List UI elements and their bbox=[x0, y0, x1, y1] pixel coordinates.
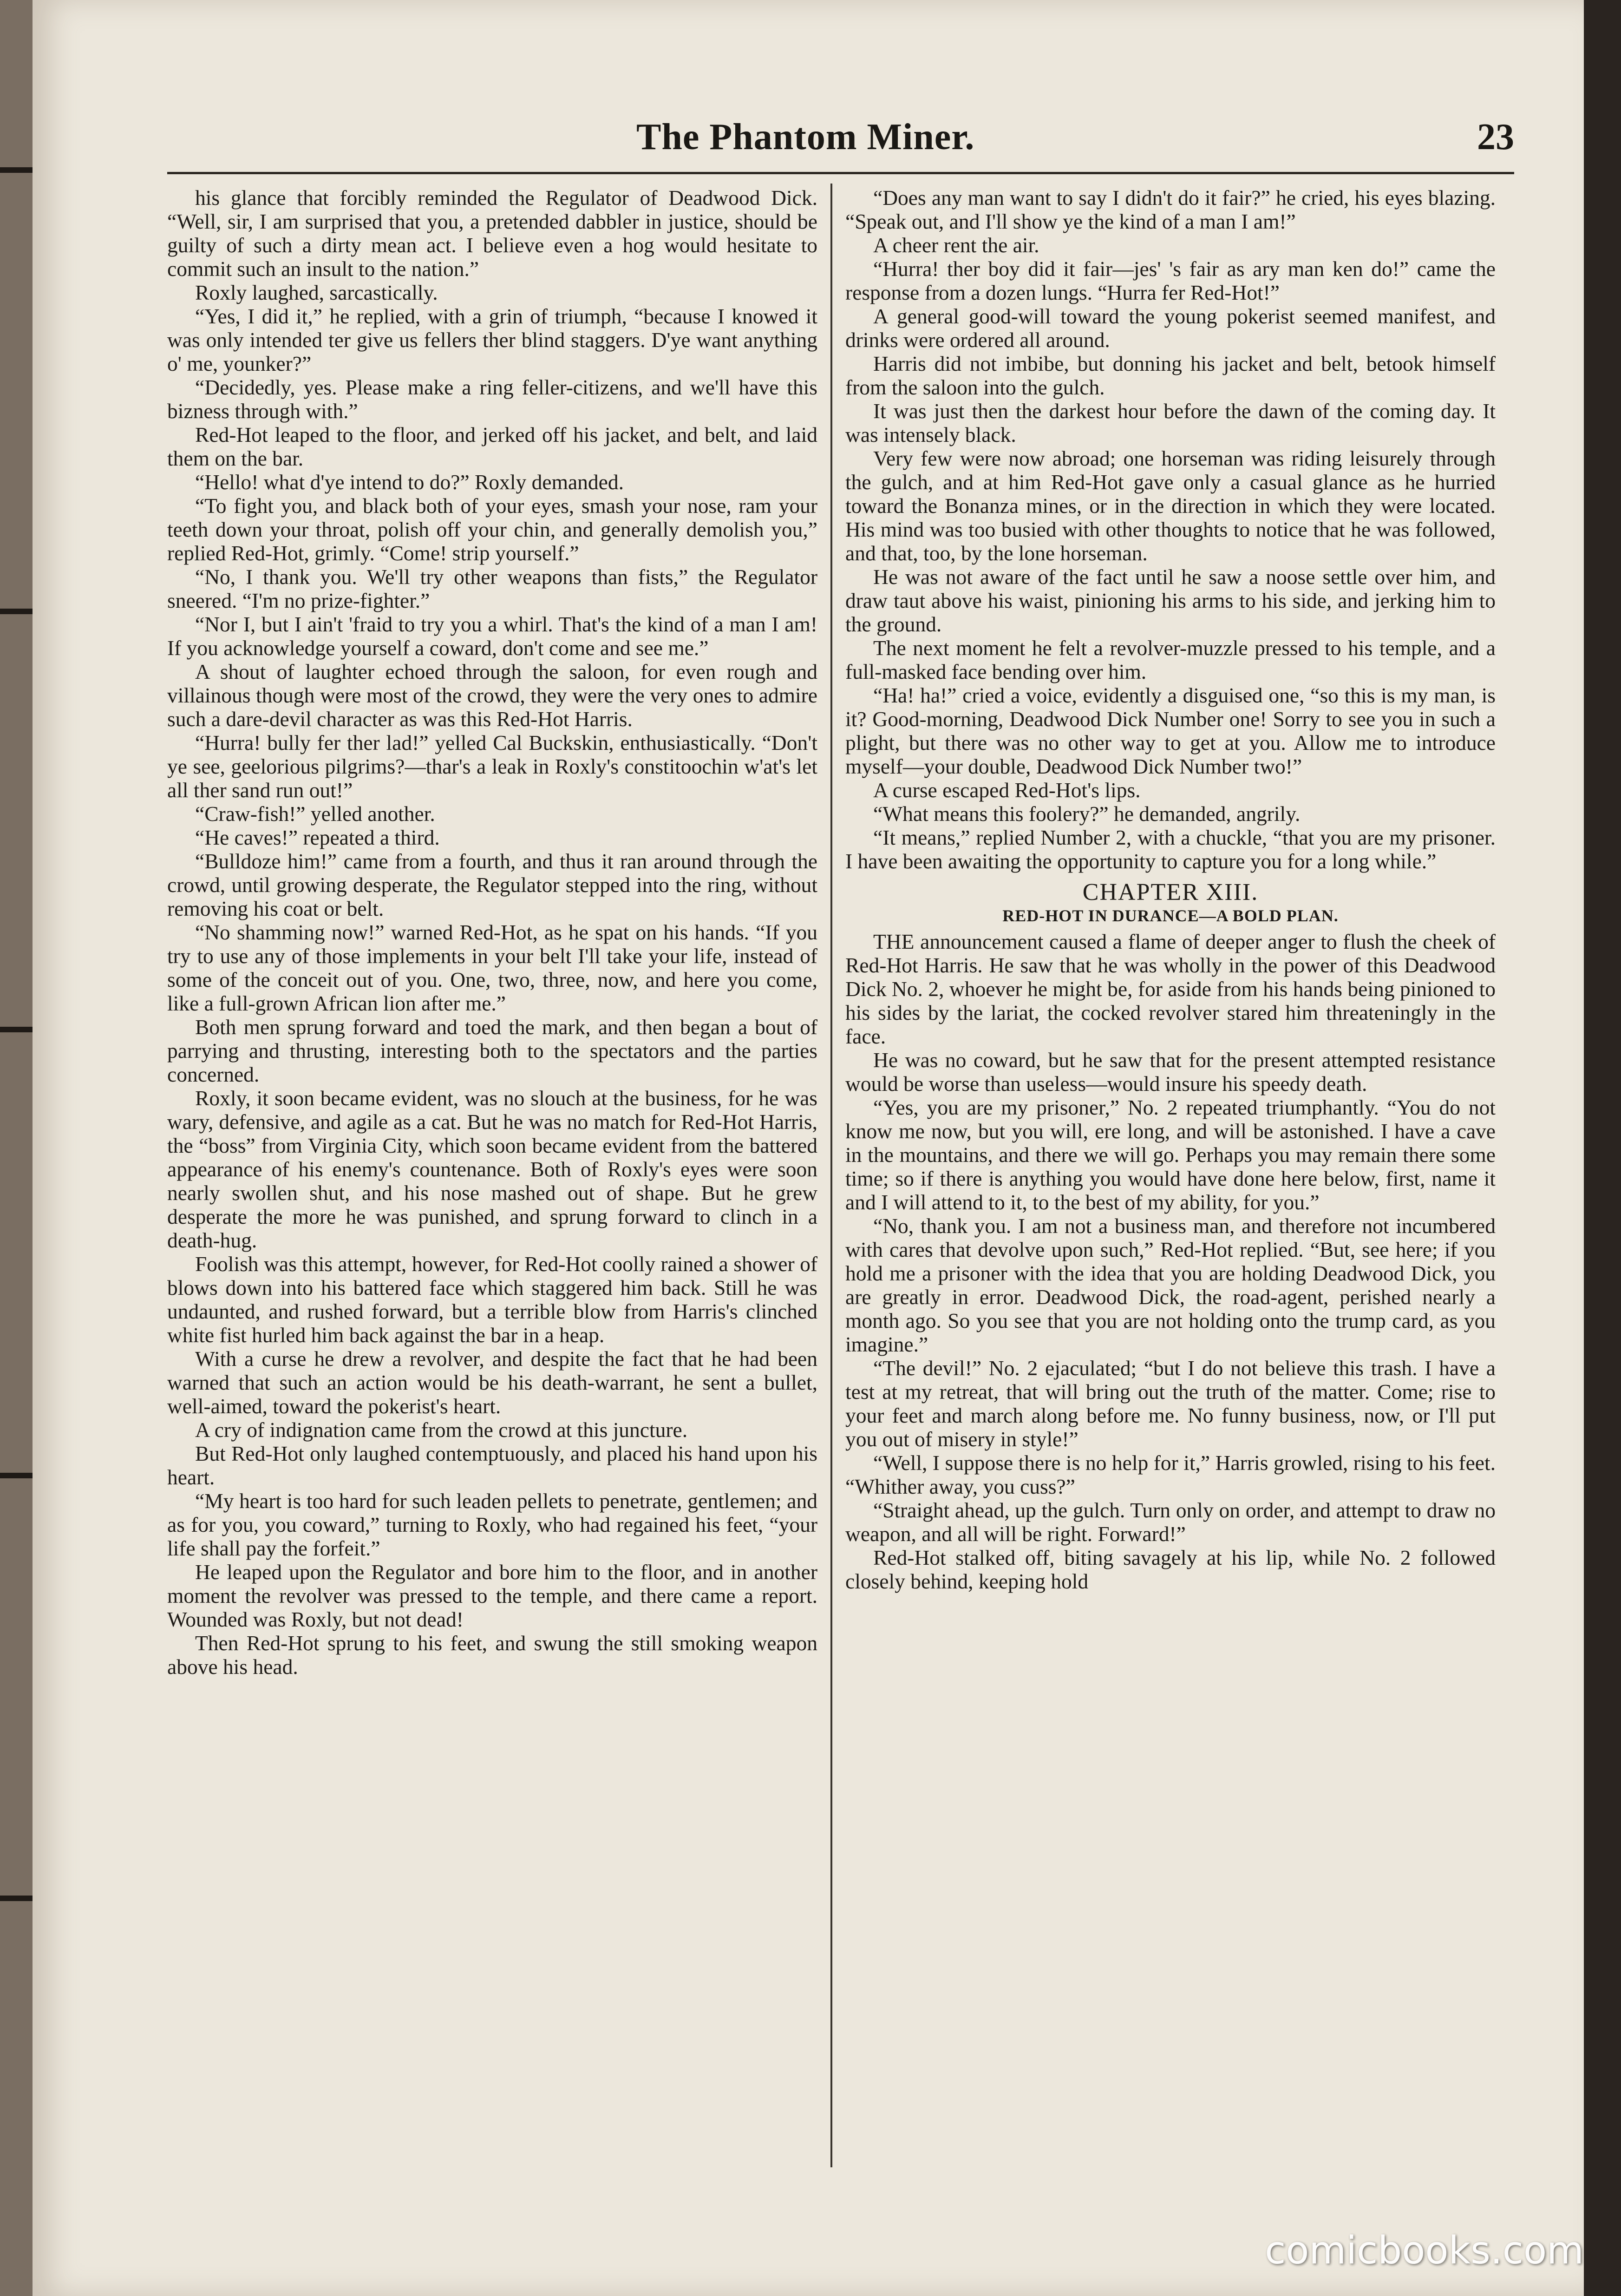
paragraph: “What means this foolery?” he demanded, angrily. bbox=[873, 802, 1301, 826]
paragraph: “Does any man want to say I didn't do it fair?” he cried, his eyes blazing. “Speak out, and I'll show ye the kind of a man I am!” bbox=[845, 186, 1496, 233]
paragraph: “Hello! what d'ye intend to do?” Roxly demanded. bbox=[195, 470, 624, 494]
paragraph: “The devil!” No. 2 ejaculated; “but I do not believe this trash. I have a test at my retreat, that will bring out the truth of the matter. Come; rise to your feet and march along before me. No funny business, now, or I'll put you out of misery in style!” bbox=[845, 1356, 1496, 1451]
paragraph: But Red-Hot only laughed contemptuously, and placed his hand upon his heart. bbox=[167, 1442, 817, 1489]
paragraph: A shout of laughter echoed through the saloon, for even rough and villainous though were most of the crowd, they were the very ones to admire such a dare-devil character as was this Red-Hot Harris. bbox=[167, 660, 817, 731]
left-column bbox=[167, 186, 817, 2165]
paragraph: Red-Hot leaped to the floor, and jerked off his jacket, and belt, and laid them on the bar. bbox=[167, 423, 817, 470]
paragraph: “Craw-fish!” yelled another. bbox=[195, 802, 435, 826]
paragraph: “Ha! ha!” cried a voice, evidently a disguised one, “so this is my man, is it? Good-morning, Deadwood Dick Number one! Sorry to see you in such a plight, but there was no other way to get at you. Allow me to introduce myself—your double, Deadwood Dick Number two!” bbox=[845, 683, 1496, 778]
paragraph: Red-Hot stalked off, biting savagely at his lip, while No. 2 followed closely behind, keeping hold bbox=[845, 1546, 1496, 1593]
paragraph: “Bulldoze him!” came from a fourth, and thus it ran around through the crowd, until growing desperate, the Regulator stepped into the ring, without removing his coat or belt. bbox=[167, 849, 817, 920]
page-number: 23 bbox=[1477, 117, 1514, 157]
paragraph: Both men sprung forward and toed the mark, and then began a bout of parrying and thrusting, interesting both to the spectators and the parties concerned. bbox=[167, 1015, 817, 1086]
paragraph: A general good-will toward the young pokerist seemed manifest, and drinks were ordered all around. bbox=[845, 304, 1496, 352]
paragraph: A curse escaped Red-Hot's lips. bbox=[873, 778, 1141, 802]
paragraph: A cheer rent the air. bbox=[873, 233, 1039, 257]
right-column-after-chapter bbox=[845, 930, 1496, 1593]
binding-staple bbox=[0, 609, 33, 614]
binding-staple bbox=[0, 1473, 33, 1478]
paragraph: He leaped upon the Regulator and bore him to the floor, and in another moment the revolver was pressed to the temple, and there came a report. Wounded was Roxly, but not dead! bbox=[167, 1560, 817, 1631]
paragraph: THE announcement caused a flame of deeper anger to flush the cheek of Red-Hot Harris. He saw that he was wholly in the power of this Deadwood Dick No. 2, whoever he might be, for aside from his hands being pinioned to his sides by the lariat, the cocked revolver stared him threateningly in the face. bbox=[845, 930, 1496, 1048]
page-header bbox=[167, 112, 1514, 167]
paragraph: “No, thank you. I am not a business man, and therefore not incumbered with cares that devolve upon such,” Red-Hot replied. “But, see here; if you hold me a prisoner with the idea that you are holding Deadwood Dick, you are greatly in error. Deadwood Dick, the road-agent, perished nearly a month ago. So you see that you are not holding onto the trump card, as you imagine.” bbox=[845, 1214, 1496, 1356]
paragraph: The next moment he felt a revolver-muzzle pressed to his temple, and a full-masked face bending over him. bbox=[845, 636, 1496, 683]
paragraph: “Hurra! ther boy did it fair—jes' 's fair as ary man ken do!” came the response from a dozen lungs. “Hurra fer Red-Hot!” bbox=[845, 257, 1496, 304]
paragraph: With a curse he drew a revolver, and despite the fact that he had been warned that such an action would be his death-warrant, he sent a bullet, well-aimed, toward the pokerist's heart. bbox=[167, 1347, 817, 1418]
header-rule bbox=[167, 172, 1514, 174]
chapter-subtitle: RED-HOT IN DURANCE—A BOLD PLAN. bbox=[1002, 906, 1339, 925]
column-divider bbox=[830, 184, 832, 2167]
binding-gutter bbox=[0, 0, 33, 2296]
chapter-heading: CHAPTER XIII. bbox=[1082, 879, 1259, 905]
paragraph: “Yes, you are my prisoner,” No. 2 repeated triumphantly. “You do not know me now, but you will, ere long, and will be astonished. I have a cave in the mountains, and there we will go. Perhaps you may remain there some time; so if there is anything you would have done here below, first, name it and I will attend to it, to the best of my ability, for you.” bbox=[845, 1096, 1496, 1214]
paragraph: his glance that forcibly reminded the Regulator of Deadwood Dick. “Well, sir, I am surprised that you, a pretended dabbler in justice, should be guilty of such a dirty mean act. I believe even a hog would hesitate to commit such an insult to the nation.” bbox=[167, 186, 817, 281]
paragraph: Foolish was this attempt, however, for Red-Hot coolly rained a shower of blows down into his battered face which staggered him back. Still he was undaunted, and rushed forward, but a terrible blow from Harris's clinched white fist hurled him back against the bar in a heap. bbox=[167, 1252, 817, 1347]
running-title: The Phantom Miner. bbox=[636, 117, 975, 157]
paragraph: “Decidedly, yes. Please make a ring feller-citizens, and we'll have this bizness through with.” bbox=[167, 375, 817, 423]
binding-staple bbox=[0, 167, 33, 173]
paragraph: “Hurra! bully fer ther lad!” yelled Cal Buckskin, enthusiastically. “Don't ye see, geelorious pilgrims?—thar's a leak in Roxly's constitoochin w'at's let all ther sand run out!” bbox=[167, 731, 817, 802]
paragraph: “Nor I, but I ain't 'fraid to try you a whirl. That's the kind of a man I am! If you acknowledge yourself a coward, don't come and see me.” bbox=[167, 612, 817, 660]
paragraph: Then Red-Hot sprung to his feet, and swung the still smoking weapon above his head. bbox=[167, 1631, 817, 1679]
paragraph: “He caves!” repeated a third. bbox=[195, 826, 440, 849]
paragraph: “It means,” replied Number 2, with a chuckle, “that you are my prisoner. I have been awaiting the opportunity to capture you for a long while.” bbox=[845, 826, 1496, 873]
paragraph: A cry of indignation came from the crowd at this juncture. bbox=[195, 1418, 688, 1442]
paragraph: “No shamming now!” warned Red-Hot, as he spat on his hands. “If you try to use any of those implements in your belt I'll take your life, instead of some of the conceit out of you. One, two, three, now, and here you come, like a full-grown African lion after me.” bbox=[167, 920, 817, 1015]
paragraph: Harris did not imbibe, but donning his jacket and belt, betook himself from the saloon into the gulch. bbox=[845, 352, 1496, 399]
paragraph: “No, I thank you. We'll try other weapons than fists,” the Regulator sneered. “I'm no prize-fighter.” bbox=[167, 565, 817, 612]
site-watermark: comicbooks.com bbox=[1265, 2229, 1584, 2273]
paragraph: “Straight ahead, up the gulch. Turn only on order, and attempt to draw no weapon, and all will be right. Forward!” bbox=[845, 1498, 1496, 1546]
paragraph: “To fight you, and black both of your eyes, smash your nose, ram your teeth down your throat, polish off your chin, and generally demolish you,” replied Red-Hot, grimly. “Come! strip yourself.” bbox=[167, 494, 817, 565]
binding-staple bbox=[0, 1896, 33, 1901]
paragraph: He was not aware of the fact until he saw a noose settle over him, and draw taut above his waist, pinioning his arms to his side, and jerking him to the ground. bbox=[845, 565, 1496, 636]
paragraph: Roxly, it soon became evident, was no slouch at the business, for he was wary, defensive, and agile as a cat. But he was no match for Red-Hot Harris, the “boss” from Virginia City, which soon became evident from the battered appearance of his enemy's countenance. Both of Roxly's eyes were soon nearly swollen shut, and his nose mashed out of shape. But he grew desperate the more he was punished, and sprung forward to clinch in a death-hug. bbox=[167, 1086, 817, 1252]
paragraph: “Well, I suppose there is no help for it,” Harris growled, rising to his feet. “Whither away, you cuss?” bbox=[845, 1451, 1496, 1498]
paragraph: Roxly laughed, sarcastically. bbox=[195, 281, 438, 304]
paragraph: “Yes, I did it,” he replied, with a grin of triumph, “because I knowed it was only intended ter give us fellers ther blind staggers. D'ye want anything o' me, younker?” bbox=[167, 304, 817, 375]
binding-staple bbox=[0, 1027, 33, 1032]
paragraph: Very few were now abroad; one horseman was riding leisurely through the gulch, and at him Red-Hot gave only a casual glance as he hurried toward the Bonanza mines, or in the direction in which they were located. His mind was too busied with other thoughts to notice that he was followed, and that, too, by the lone horseman. bbox=[845, 446, 1496, 565]
paragraph: “My heart is too hard for such leaden pellets to penetrate, gentlemen; and as for you, you coward,” turning to Roxly, who had regained his feet, “your life shall pay the forfeit.” bbox=[167, 1489, 817, 1560]
right-column-before-chapter bbox=[845, 186, 1496, 873]
paragraph: He was no coward, but he saw that for the present attempted resistance would be worse than useless—would insure his speedy death. bbox=[845, 1048, 1496, 1096]
paragraph: It was just then the darkest hour before the dawn of the coming day. It was intensely black. bbox=[845, 399, 1496, 446]
right-column bbox=[845, 186, 1496, 2165]
